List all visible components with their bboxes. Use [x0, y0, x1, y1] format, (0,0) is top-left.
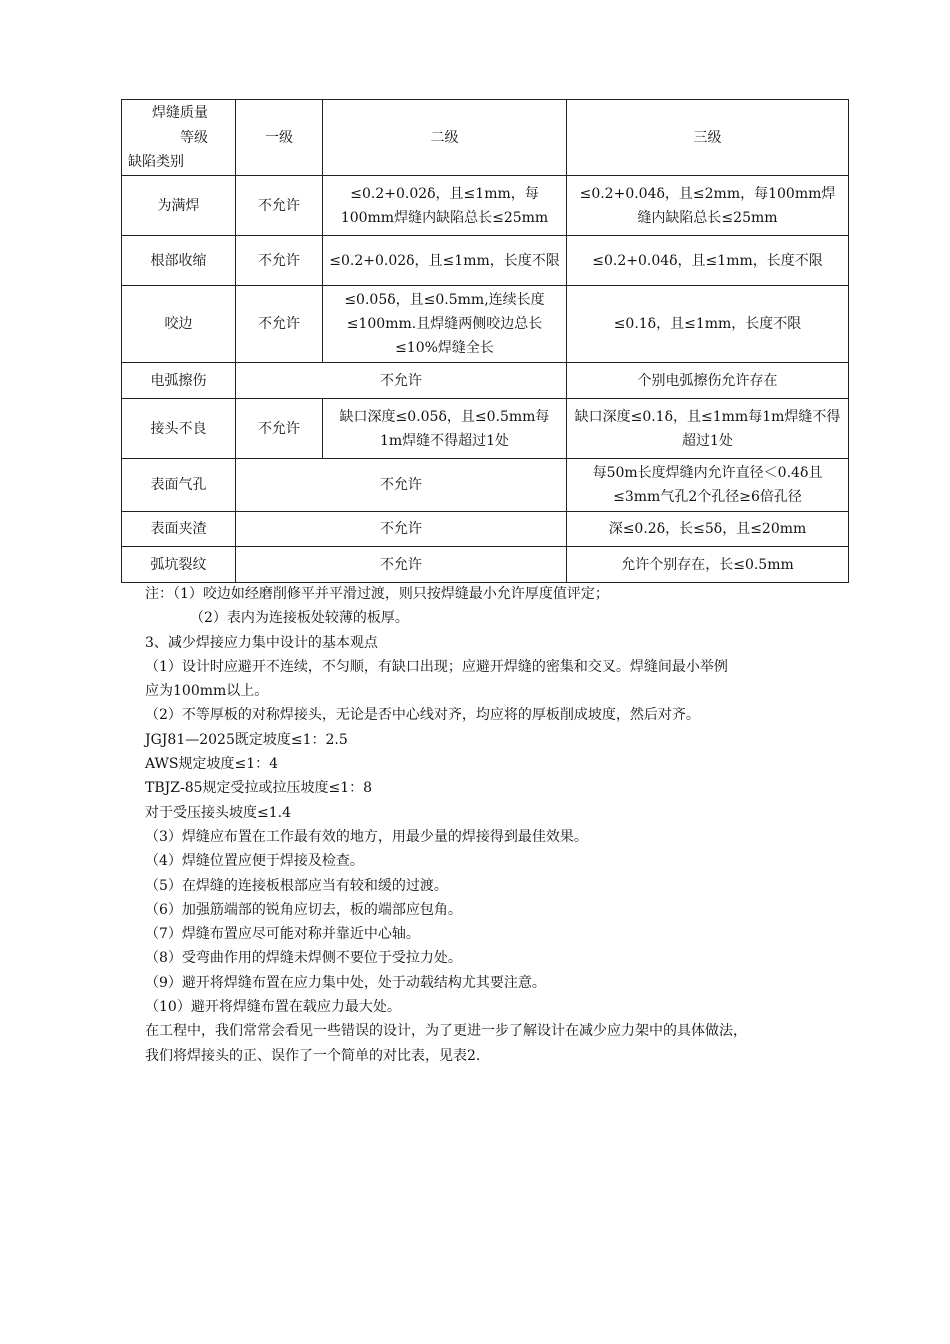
- paragraph: （5）在焊缝的连接板根部应当有较和缓的过渡。: [145, 877, 448, 894]
- grade12-value: 不允许: [236, 547, 567, 583]
- grade3-value: ≤0.2+0.04δ，且≤2mm，每100mm焊缝内缺陷总长≤25mm: [567, 176, 849, 236]
- defect-name: 根部收缩: [122, 236, 236, 286]
- defect-name: 为满焊: [122, 176, 236, 236]
- paragraph: （3）焊缝应布置在工作最有效的地方，用最少量的焊接得到最佳效果。: [145, 828, 588, 845]
- table-row: [122, 459, 849, 512]
- standard-line: AWS规定坡度≤1：4: [145, 756, 279, 773]
- defect-name: 咬边: [122, 286, 236, 363]
- paragraph: 在工程中，我们常常会看见一些错误的设计，为了更进一步了解设计在减少应力架中的具体做法，: [145, 1023, 747, 1040]
- grade12-value: 不允许: [236, 363, 567, 399]
- table-header-row: [122, 100, 849, 176]
- note-2: （2）表内为连接板处较薄的板厚。: [190, 610, 409, 627]
- header-quality-label: 焊缝质量: [152, 105, 208, 121]
- grade1-value: 不允许: [236, 236, 323, 286]
- grade2-value: ≤0.2+0.02δ，且≤1mm，每100mm焊缝内缺陷总长≤25mm: [323, 176, 567, 236]
- paragraph: 应为100mm以上。: [145, 683, 269, 700]
- table-row: [122, 236, 849, 286]
- header-grade3: 三级: [567, 100, 849, 176]
- defect-name: 弧坑裂纹: [122, 547, 236, 583]
- header-grade1: 一级: [236, 100, 323, 176]
- defect-name: 表面气孔: [122, 459, 236, 512]
- table-row: [122, 363, 849, 399]
- grade2-value: ≤0.05δ，且≤0.5mm,连续长度≤100mm.且焊缝两侧咬边总长≤10%焊缝全长: [323, 286, 567, 363]
- standard-line: JGJ81—2025既定坡度≤1：2.5: [145, 731, 348, 748]
- header-grade-label: 等级: [180, 130, 208, 146]
- paragraph: （1）设计时应避开不连续，不匀顺，有缺口出现；应避开焊缝的密集和交叉。焊缝间最小举例: [145, 658, 728, 675]
- table-row: [122, 399, 849, 459]
- defect-name: 电弧擦伤: [122, 363, 236, 399]
- table-row: [122, 176, 849, 236]
- grade3-value: ≤0.2+0.04δ，且≤1mm，长度不限: [567, 236, 849, 286]
- header-grade2: 二级: [323, 100, 567, 176]
- grade1-value: 不允许: [236, 399, 323, 459]
- grade3-value: 缺口深度≤0.1δ，且≤1mm每1m焊缝不得超过1处: [567, 399, 849, 459]
- header-defect-label: 缺陷类别: [128, 154, 184, 170]
- table-row: [122, 547, 849, 583]
- grade12-value: 不允许: [236, 512, 567, 547]
- diagonal-header-cell: [122, 100, 236, 176]
- grade3-value: 深≤0.2δ，长≤5δ，且≤20mm: [567, 512, 849, 547]
- grade12-value: 不允许: [236, 459, 567, 512]
- grade3-value: 个别电弧擦伤允许存在: [567, 363, 849, 399]
- grade2-value: ≤0.2+0.02δ，且≤1mm，长度不限: [323, 236, 567, 286]
- note-1: 注：（1）咬边如经磨削修平并平滑过渡，则只按焊缝最小允许厚度值评定；: [145, 586, 609, 602]
- standard-line: TBJZ-85规定受拉或拉压坡度≤1：8: [145, 780, 373, 797]
- weld-defect-table: [121, 99, 849, 583]
- section-heading: 3、减少焊接应力集中设计的基本观点: [145, 634, 378, 651]
- paragraph: （10）避开将焊缝布置在载应力最大处。: [145, 999, 401, 1016]
- grade1-value: 不允许: [236, 286, 323, 363]
- paragraph: （9）避开将焊缝布置在应力集中处，处于动载结构尤其要注意。: [145, 974, 546, 991]
- grade3-value: 允许个别存在，长≤0.5mm: [567, 547, 849, 583]
- paragraph: （8）受弯曲作用的焊缝未焊侧不要位于受拉力处。: [145, 950, 462, 967]
- paragraph: （2）不等厚板的对称焊接头，无论是否中心线对齐，均应将的厚板削成坡度，然后对齐。: [145, 707, 700, 724]
- defect-name: 接头不良: [122, 399, 236, 459]
- grade1-value: 不允许: [236, 176, 323, 236]
- table-row: [122, 286, 849, 363]
- grade3-value: ≤0.1δ，且≤1mm，长度不限: [567, 286, 849, 363]
- paragraph: 我们将焊接头的正、误作了一个简单的对比表，见表2.: [145, 1047, 481, 1064]
- table-row: [122, 512, 849, 547]
- grade3-value: 每50m长度焊缝内允许直径＜0.4δ且≤3mm气孔2个孔径≥6倍孔径: [567, 459, 849, 512]
- grade2-value: 缺口深度≤0.05δ，且≤0.5mm每1m焊缝不得超过1处: [323, 399, 567, 459]
- paragraph: （6）加强筋端部的锐角应切去，板的端部应包角。: [145, 901, 462, 918]
- notes-section: [145, 582, 865, 1068]
- paragraph: （4）焊缝位置应便于焊接及检查。: [145, 853, 364, 870]
- paragraph: （7）焊缝布置应尽可能对称并靠近中心轴。: [145, 926, 420, 943]
- standard-line: 对于受压接头坡度≤1.4: [145, 804, 291, 821]
- defect-name: 表面夹渣: [122, 512, 236, 547]
